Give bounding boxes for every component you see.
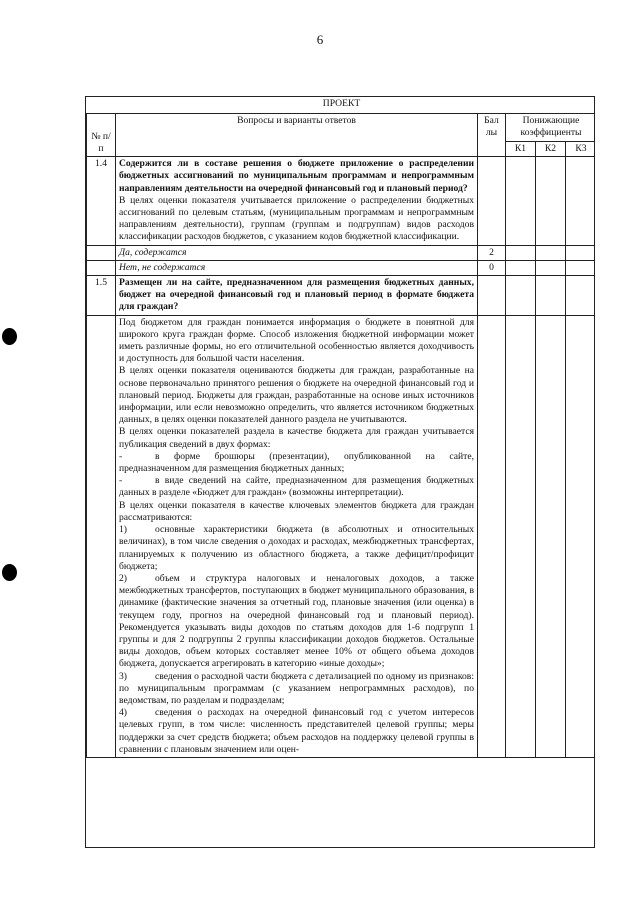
assessment-table [86,97,595,758]
bullet-item [119,451,474,475]
desc-paragraph: Под бюджетом для граждан понимается информация о бюджете в понятной для широкого круга граждан форме. Способ изложения бюджетной информации может иметь различные формы, но его отличительной особенностью является доходчивость и доступность для большой части населения. [119,316,474,365]
description-row [87,315,596,757]
project-header-row [87,97,596,114]
numbered-item [119,707,474,756]
row-number: 1.4 [87,157,116,245]
numbered-item [119,573,474,671]
answer-text: Да, содержатся [116,245,478,260]
question-row-1-4 [87,157,596,245]
bullet-text: в форме брошюры (презентации), опубликованной на сайте, предназначенном для размещения бюджетных данных; [119,450,474,475]
desc-paragraph: В целях оценки показателя в качестве ключевых элементов бюджета для граждан рассматриваются: [119,499,474,523]
k3-header: К3 [566,141,596,157]
binder-hole [2,564,17,581]
bullet-marker: - [119,475,123,487]
answer-row [87,260,596,275]
item-marker: 2) [119,572,127,584]
item-text: основные характеристики бюджета (в абсолютных и относительных величинах), в том числе сведения о доходах и расходах, межбюджетных трансфертах, планируемых к получению из областного бюджета, а также дефицит/профицит бюджета; [119,524,474,572]
coefficients-header: Понижающие коэффициенты [506,114,596,141]
bullet-text: в виде сведений на сайте, предназначенном для размещения бюджетных данных в разделе «Бюджет для граждан» (возможны интерпретации). [119,475,474,499]
k2-header: К2 [536,141,566,157]
column-header-row [87,114,596,141]
questions-header: Вопросы и варианты ответов [116,114,478,157]
answer-text: Нет, не содержатся [116,260,478,275]
bullet-item [119,475,474,499]
answer-points: 2 [478,245,506,260]
desc-paragraph: В целях оценки показателя оцениваются бюджеты для граждан, разработанные на основе первоначально принятого решения о бюджете на очередной финансовый год и плановый период. Бюджеты для граждан, разработанные на основе иных источников информации, или если невозможно определить, что является источником бюджетных данных, в целях оценки показателей данного раздела не учитываются. [119,365,474,426]
description-cell [116,315,478,757]
points-header: Бал лы [478,114,506,157]
desc-paragraph: В целях оценки показателей раздела в качестве бюджета для граждан учитывается публикация сведений в двух формах: [119,426,474,450]
question-text: Содержится ли в составе решения о бюджете приложение о распределении бюджетных ассигнований по муниципальным программам и непрограммным направлениям деятельности на очередной финансовый год и плановый период? [119,158,474,194]
answer-row [87,245,596,260]
assessment-form [85,96,595,848]
bullet-marker: - [119,450,123,462]
item-marker: 1) [119,524,127,536]
page-number: 6 [316,32,324,47]
answer-points: 0 [478,260,506,275]
numbered-item [119,524,474,573]
project-label: ПРОЕКТ [87,97,596,114]
binder-hole [2,328,17,345]
num-header: № п/п [87,114,116,157]
numbered-item [119,671,474,708]
question-row-1-5 [87,276,596,316]
question-cell [116,157,478,245]
question-text: Размещен ли на сайте, предназначенном для размещения бюджетных данных, бюджет на очередной финансовый год и плановый период в формате бюджета для граждан? [116,276,478,316]
question-note: В целях оценки показателя учитывается приложение о распределении бюджетных ассигнований по целевым статьям, (муниципальным программам и непрограммным направлениям деятельности), группам (группам и подгруппам) видов расходов классификации расходов бюджетов, с указанием кодов бюджетной классификации. [119,194,474,243]
k1-header: К1 [506,141,536,157]
item-text: сведения о расходной части бюджета с детализацией по одному из признаков: по муниципальным программам (с указанием непрограммных расходов), по ведомствам, по разделам и подразделам; [119,670,474,706]
item-marker: 4) [119,707,127,719]
row-number: 1.5 [87,276,116,316]
item-marker: 3) [119,670,127,682]
item-text: сведения о расходах на очередной финансовый год с учетом интересов целевых групп, в том числе: численность представителей целевой группы; меры поддержки за счет средств бюджета; объем расходов на поддержку целевой группы в сравнении с плановым значением или оцен- [119,707,474,755]
item-text: объем и структура налоговых и неналоговых доходов, а также межбюджетных трансфертов, поступающих в бюджет муниципального образования, в динамике (фактические значения за отчетный год, плановые значения (или оценка) в текущем году, прогноз на очередной финансовый год и плановый период). Рекомендуется указывать виды доходов по статьям доходов для 1-6 подгрупп 1 группы и для 2 подгруппы 2 группы классификации доходов бюджетов. Остальные виды доходов, объем которых составляет менее 10% от общего объема доходов бюджета, допускается агрегировать в категорию «иные доходы»; [119,572,474,670]
